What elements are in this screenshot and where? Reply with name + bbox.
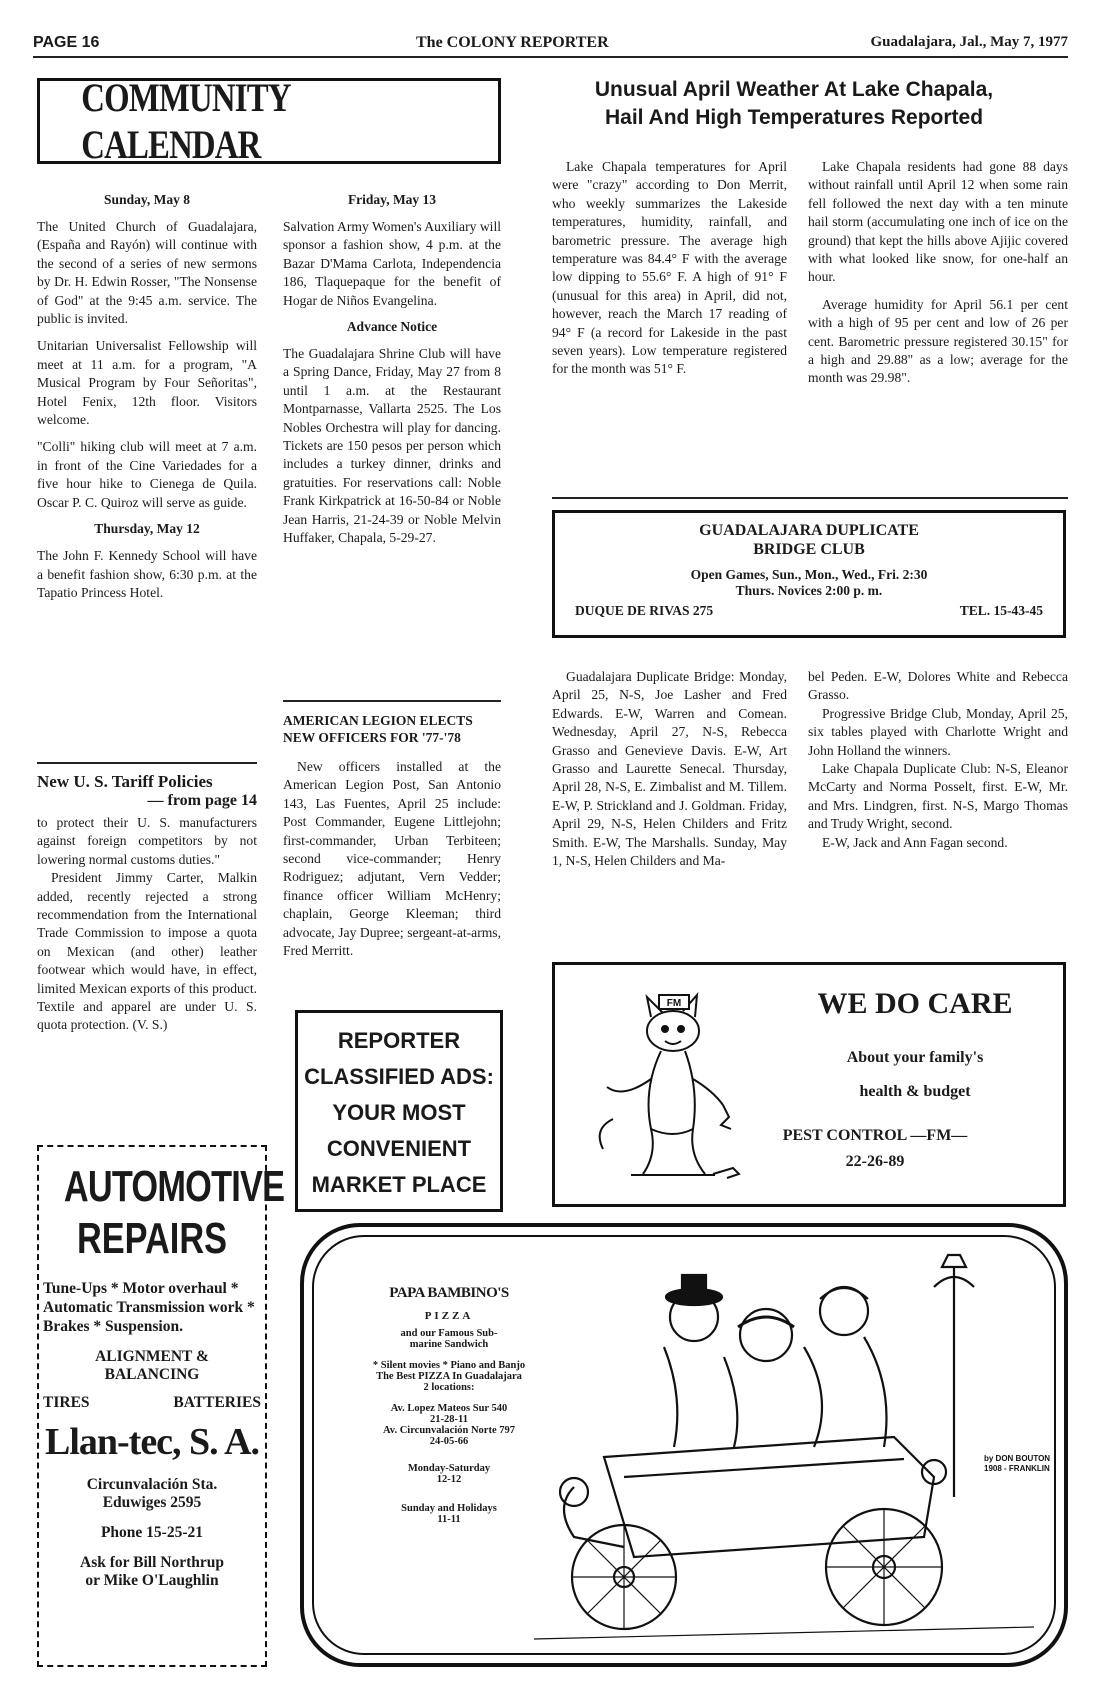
classified-line: MARKET PLACE	[311, 1172, 487, 1197]
pizza-name: PAPA BAMBINO'S	[389, 1285, 509, 1301]
calendar-entry: "Colli" hiking club will meet at 7 a.m. in front of the Cine Variedades for a five hour hike to Cienega de Quila. Oscar P. C. Quiroz will serve as guide.	[37, 439, 257, 510]
pizza-sub-2: marine Sandwich	[409, 1339, 489, 1350]
pizza-hours-2-time: 11-11	[437, 1514, 461, 1525]
pizza-location-2: Av. Circunvalación Norte 797	[382, 1425, 516, 1436]
pizza-locations: 2 locations:	[423, 1382, 475, 1393]
auto-phone: Phone 15-25-21	[100, 1524, 204, 1541]
auto-batteries: BATTERIES	[173, 1394, 261, 1411]
legion-paragraph: New officers installed at the American Legion Post, San Antonio 143, Las Fuentes, April 25 include: Post Commander, Eugene Littlejohn; first-commander, Urban Terbiteen; second vice-commander; Henry Rodriguez; adjutant, Vern Vedder; finance officer William McHenry; chaplain, George Kleeman; third advocate, Jay Dupree; sergeant-at-arms, Fred Merritt.	[283, 759, 501, 959]
section-rule	[552, 497, 1068, 499]
calendar-date-heading: Friday, May 13	[347, 192, 437, 207]
calendar-date-heading: Thursday, May 12	[94, 521, 200, 537]
pizza-hours-1: Monday-Saturday	[407, 1463, 491, 1474]
auto-services: Tune-Ups * Motor overhaul * Automatic Transmission work * Brakes * Suspension.	[43, 1280, 255, 1335]
auto-tires-batteries	[43, 1394, 261, 1412]
pizza-hours-2: Sunday and Holidays	[401, 1503, 497, 1514]
weather-paragraph: Lake Chapala temperatures for April were "crazy" according to Don Merrit, who weekly summarizes the Lakeside temperatures, humidity, rainfall, and barometric pressure. The average high temperature was 84.4° F with the average low dipping to 55.6° F. A high of 91° F (unusual for this area) in April, did not, however, reach the March 17 reading of 94° F (a record for Lakeside in the past seven years). Low temperature registered for the month was 51° F.	[552, 159, 787, 377]
tariff-continued: — from page 14	[147, 792, 257, 809]
auto-company: Llan-tec, S. A.	[44, 1421, 260, 1463]
classified-line: REPORTER	[337, 1028, 461, 1053]
pest-control-ad	[552, 962, 1066, 1207]
pizza-location-2-phone: 24-05-66	[429, 1436, 469, 1447]
pest-subline-2: health & budget	[859, 1083, 971, 1100]
pizza-location-1-phone: 21-28-11	[430, 1414, 468, 1425]
pizza-ad	[300, 1223, 1068, 1667]
bridge-results-column-2	[808, 668, 1068, 852]
auto-address-2: Eduwiges 2595	[102, 1494, 202, 1511]
fm-logo-text: FM	[666, 998, 682, 1009]
calendar-entry: Salvation Army Women's Auxiliary will sponsor a fashion show, 4 p.m. at the Bazar D'Mama Carlota, Independencia 186, Tlaquepaque for the benefit of Hogar de Niños Evangelina.	[283, 219, 501, 308]
community-calendar-title: COMMUNITY CALENDAR	[81, 75, 290, 167]
community-calendar-header-box	[37, 75, 501, 167]
weather-column-1	[552, 158, 787, 379]
calendar-column-2	[283, 190, 501, 548]
masthead-rule	[33, 56, 1068, 58]
pizza-features-2: The Best PIZZA In Guadalajara	[376, 1371, 522, 1382]
classified-line: YOUR MOST	[332, 1100, 466, 1125]
calendar-entry: Unitarian Universalist Fellowship will meet at 11 a.m. for a program, "A Musical Program by Four Señoritas", Hotel Fenix, 12th floor. Visitors welcome.	[37, 338, 257, 428]
pest-company: PEST CONTROL —FM—	[782, 1127, 968, 1144]
calendar-date-heading: Sunday, May 8	[104, 192, 190, 207]
dateline: Guadalajara, Jal., May 7, 1977	[870, 34, 1068, 50]
paper-name: The COLONY REPORTER	[416, 34, 609, 51]
auto-balancing: BALANCING	[104, 1366, 200, 1383]
classified-line: CONVENIENT	[326, 1136, 472, 1161]
tariff-article	[37, 772, 257, 1035]
bridge-results-paragraph: Progressive Bridge Club, Monday, April 25, six tables played with Charlotte Wright and John Holland the winners.	[808, 705, 1068, 758]
pizza-hours-1-time: 12-12	[436, 1474, 462, 1485]
pizza-artist-credit-1: by DON BOUTON	[984, 1454, 1051, 1463]
bridge-results-paragraph: E-W, Jack and Ann Fagan second.	[822, 834, 1008, 850]
pizza-sub-1: and our Famous Sub-	[400, 1328, 498, 1339]
calendar-column-1	[37, 190, 257, 602]
weather-paragraph: Lake Chapala residents had gone 88 days without rainfall until April 12 when some rain fell followed the next day with a ten minute hail storm (accumulating one inch of ice on the ground) that kept the hills above Ajijic covered with what looked like snow, for one-half an hour.	[808, 159, 1068, 285]
bridge-results-column-1	[552, 668, 787, 870]
bridge-ad-footer	[565, 603, 1053, 619]
classified-ads-box	[295, 1010, 503, 1212]
bridge-results-paragraph: bel Peden. E-W, Dolores White and Rebecca Grasso.	[808, 669, 1068, 703]
auto-contact-1: Ask for Bill Northrup	[80, 1554, 224, 1571]
legion-article	[283, 712, 501, 960]
pest-phone: 22-26-89	[845, 1153, 905, 1170]
calendar-entry: The John F. Kennedy School will have a benefit fashion show, 6:30 p.m. at the Tapatio Princess Hotel.	[37, 548, 257, 600]
legion-headline: AMERICAN LEGION ELECTS NEW OFFICERS FOR '77-'78	[283, 713, 473, 745]
auto-alignment: ALIGNMENT &	[95, 1348, 209, 1365]
bridge-ad-title-2: BRIDGE CLUB	[753, 541, 865, 558]
pest-subline-1: About your family's	[846, 1049, 984, 1066]
calendar-entry: The United Church of Guadalajara, (España and Rayón) will continue with the second of a series of new sermons by Dr. H. Edwin Rosser, "The Nonsense of God" at the 9:45 a.m. service. The public is invited.	[37, 219, 257, 327]
pest-headline: WE DO CARE	[817, 987, 1013, 1020]
section-rule	[37, 762, 257, 764]
automotive-headline: AUTOMOTIVE	[63, 1162, 285, 1211]
vintage-car-illustration	[514, 1247, 1054, 1652]
bridge-ad-address: DUQUE DE RIVAS 275	[575, 603, 714, 618]
weather-paragraph: Average humidity for April 56.1 per cent with a high of 95 per cent and low of 26 per cent. Barometric pressure registered 30.15" for a high and 29.88" as a low; average for the month was 29.98".	[808, 296, 1068, 386]
auto-tires: TIRES	[43, 1394, 90, 1411]
pizza-artist-credit-2: 1908 - FRANKLIN	[984, 1464, 1050, 1473]
bridge-club-ad	[552, 510, 1066, 638]
tariff-paragraph: President Jimmy Carter, Malkin added, recently rejected a strong recommendation from the International Trade Commission to impose a quota on Mexican (and other) leather footwear which would have, in effect, limited Mexican exports of this product. Textile and apparel are under U. S. quota protection. (V. S.)	[37, 870, 257, 1033]
page-number: PAGE 16	[33, 34, 100, 51]
pizza-features-1: * Silent movies * Piano and Banjo	[372, 1360, 526, 1371]
weather-title-line-2: Hail And High Temperatures Reported	[604, 106, 984, 129]
weather-headline	[520, 76, 1068, 132]
pizza-location-1: Av. Lopez Mateos Sur 540	[390, 1403, 508, 1414]
tariff-headline: New U. S. Tariff Policies	[37, 772, 213, 791]
auto-address-1: Circunvalación Sta.	[86, 1476, 218, 1493]
calendar-date-heading: Advance Notice	[346, 319, 438, 335]
bridge-ad-title-1: GUADALAJARA DUPLICATE	[699, 522, 919, 539]
section-rule	[283, 700, 501, 702]
bridge-results-paragraph: Lake Chapala Duplicate Club: N-S, Eleanor McCarty and Norma Posselt, first. E-W, Mr. and Mrs. Lindgren, first. N-S, Margo Thomas and Trudy Wright, second.	[808, 761, 1068, 832]
tariff-paragraph: to protect their U. S. manufacturers against foreign competitors by not lowering normal customs duties."	[37, 815, 257, 867]
bridge-ad-games: Open Games, Sun., Mon., Wed., Fri. 2:30	[690, 567, 928, 582]
bridge-results-paragraph: Guadalajara Duplicate Bridge: Monday, April 25, N-S, Joe Lasher and Fred Edwards. E-W, Warren and Comean. Wednesday, April 27, N-S, Rebecca Grasso and Genevieve Davis. E-W, Art Grasso and Laurette Senecal. Thursday, April 28, N-S, E. Zimbalist and M. Tillem. E-W, P. Strickland and J. Goldman. Friday, April 29, N-S, Helen Childers and Fritz Smith. E-W, The Marshalls. Sunday, May 1, N-S, Helen Childers and Ma-	[552, 669, 787, 869]
auto-contact-2: or Mike O'Laughlin	[85, 1572, 219, 1589]
weather-column-2	[808, 158, 1068, 388]
classified-line: CLASSIFIED ADS:	[304, 1064, 494, 1089]
calendar-entry: The Guadalajara Shrine Club will have a Spring Dance, Friday, May 27 from 8 until 1 a.m. at the Restaurant Montparnasse, Vallarta 2525. The Los Nobles Orchestra will play for dancing. Tickets are 150 pesos per person which includes a turkey dinner, drinks and gratuities. For reservations call: Noble Frank Kirkpatrick at 16-50-84 or Noble Jean Harris, 21-24-39 or Noble Melvin Huffaker, Chapala, 5-29-27.	[283, 346, 501, 546]
bridge-ad-phone: TEL. 15-43-45	[959, 603, 1043, 618]
weather-title-line-1: Unusual April Weather At Lake Chapala,	[594, 78, 994, 101]
repairs-headline: REPAIRS	[76, 1214, 228, 1263]
automotive-ad	[37, 1145, 285, 1667]
pizza-kind: PIZZA	[424, 1310, 474, 1322]
bridge-ad-novices: Thurs. Novices 2:00 p. m.	[735, 583, 883, 598]
